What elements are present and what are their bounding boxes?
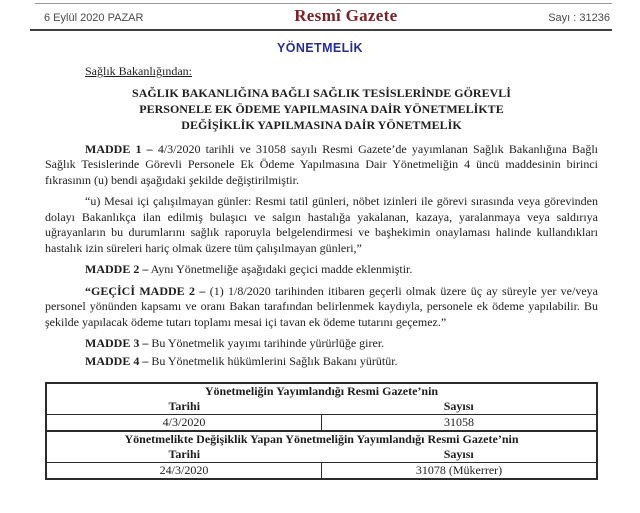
table-section2-subheader-row [46, 447, 597, 463]
table-section1-header: Yönetmeliğin Yayımlandığı Resmi Gazete’nin [204, 384, 439, 398]
article-text: “u) Mesai içi çalışılmayan günler: Resmi tatil günleri, nöbet izinleri ile görevi sırasında veya görevinden dolayı Bakanlıkça ilan edilmiş bulaşıcı ve salgın hastalığa yakalanan, kazaya, yaralanmaya veya saldırıya uğrayanların bu durumlarını sağlık raporuyla belgelendirmesi ve başhekimin onaylaması halinde kullandıkları hastalık izin süreleri hariç olmak üzere tüm çalışılmayan günleri,” [45, 194, 598, 255]
table-section1-header-row [46, 383, 597, 399]
table-section1-date: 4/3/2020 [46, 415, 322, 432]
table-section2-header: Yönetmelikte Değişiklik Yapan Yönetmeliğin Yayımlandığı Resmi Gazete’nin [46, 431, 597, 447]
issue-number: Sayı : 31236 [548, 12, 610, 24]
table-section2-col-sayisi: Sayısı [443, 447, 474, 461]
article-text: Bu Yönetmelik hükümlerini Sağlık Bakanı yürütür. [148, 353, 398, 368]
article-paragraph-madde-3 [45, 336, 598, 352]
ministry-line [85, 64, 598, 80]
table-section2-date: 24/3/2020 [46, 463, 322, 480]
regulation-title-line-2: PERSONELE EK ÖDEME YAPILMASINA DAİR YÖNETMELİKTE [139, 101, 504, 116]
regulation-title [45, 85, 598, 133]
document-body [45, 64, 598, 480]
header-bar [30, 4, 612, 31]
table-section2-values-row [46, 463, 597, 480]
header-date: 6 Eylül 2020 PAZAR [44, 12, 144, 24]
table-section1-number: 31058 [322, 415, 598, 432]
article-text: 4/3/2020 tarihli ve 31058 sayılı Resmi Gazete’de yayımlanan Sağlık Bakanlığına Bağlı Sağlık Tesislerinde Görevli Personele Ek Ödeme Yapılmasına Dair Yönetmeliğin 4 üncü maddesinin birinci fıkrasının (u) bendi aşağıdaki şekilde değiştirilmiştir. [45, 141, 599, 187]
table-section1-col-sayisi: Sayısı [443, 399, 474, 413]
section-heading: YÖNETMELİK [277, 41, 363, 55]
article-label: MADDE 2 – [85, 262, 149, 276]
article-label: “GEÇİCİ MADDE 2 – [85, 283, 206, 298]
article-text: Bu Yönetmelik yayımı tarihinde yürürlüğe girer. [148, 336, 385, 350]
article-paragraph-madde-4 [45, 354, 598, 370]
table-section1-values-row [46, 415, 597, 432]
table-section1-subheader-row [46, 399, 597, 415]
article-text: (1) 1/8/2020 tarihinden itibaren geçerli olmak üzere üç ay süreyle yer ve/veya personel yönünden kapsamı ve oranı Bakan tarafından belirlenmek kaydıyla, personele ek ödeme yapılabilir. Bu şekilde yapılacak ödeme tutarı toplamı mesai içi tavan ek ödeme tutarını geçemez.” [45, 283, 598, 329]
article-paragraph-madde-2 [45, 262, 598, 278]
article-label: MADDE 1 – [85, 141, 153, 156]
article-paragraph-gecici-madde-2 [45, 284, 598, 331]
regulation-title-line-1: SAĞLIK BAKANLIĞINA BAĞLI SAĞLIK TESİSLERİNDE GÖREVLİ [132, 85, 511, 100]
table-section1-col-tarihi: Tarihi [168, 399, 201, 413]
gazette-title: Resmî Gazete [294, 6, 398, 25]
article-paragraph-madde-1 [45, 142, 598, 189]
table-section2-col-tarihi: Tarihi [168, 447, 201, 461]
article-label: MADDE 4 – [85, 353, 149, 368]
table-section2-header-row [46, 431, 597, 447]
article-text: Aynı Yönetmeliğe aşağıdaki geçici madde eklenmiştir. [148, 262, 413, 276]
article-paragraph-bent-u [45, 194, 598, 256]
gazette-info-table [45, 382, 598, 480]
article-label: MADDE 3 – [85, 336, 149, 350]
ministry-line-text: Sağlık Bakanlığından: [85, 64, 192, 78]
regulation-title-line-3: DEĞİŞİKLİK YAPILMASINA DAİR YÖNETMELİK [181, 117, 462, 132]
table-section2-number: 31078 (Mükerrer) [322, 463, 598, 480]
